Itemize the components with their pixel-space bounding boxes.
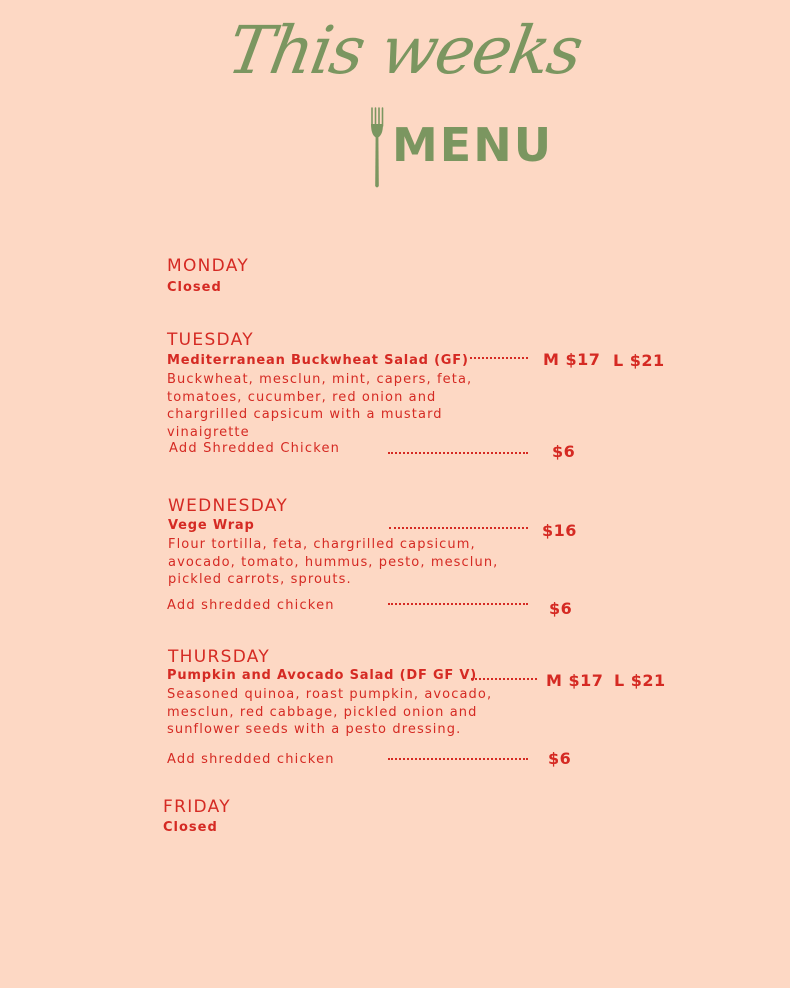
header-menu-title: MENU xyxy=(392,118,554,172)
wednesday-addon-label: Add shredded chicken xyxy=(167,598,335,613)
wednesday-addon-leader xyxy=(388,603,528,605)
thursday-addon-price: $6 xyxy=(548,749,572,768)
wednesday-item-description: Flour tortilla, feta, chargrilled capsicum, avocado, tomato, hummus, pesto, mesclun, pickled carrots, sprouts. xyxy=(168,537,499,587)
thursday-addon-leader xyxy=(388,758,528,760)
tuesday-addon-leader xyxy=(388,452,528,454)
thursday-heading: THURSDAY xyxy=(168,647,271,667)
wednesday-heading: WEDNESDAY xyxy=(168,496,289,516)
tuesday-item-leader xyxy=(470,357,528,359)
wednesday-item-name: Vege Wrap xyxy=(168,518,255,533)
header-script-title: This weeks xyxy=(222,12,587,89)
wednesday-addon-price: $6 xyxy=(549,599,573,618)
thursday-item-leader xyxy=(471,678,537,680)
monday-status: Closed xyxy=(167,280,222,295)
tuesday-addon-label: Add Shredded Chicken xyxy=(169,441,341,456)
tuesday-heading: TUESDAY xyxy=(167,330,254,350)
thursday-item-description: Seasoned quinoa, roast pumpkin, avocado, mesclun, red cabbage, pickled onion and sunflower seeds with a pesto dressing. xyxy=(167,687,493,737)
friday-heading: FRIDAY xyxy=(163,797,231,817)
tuesday-item-name: Mediterranean Buckwheat Salad (GF) xyxy=(167,353,469,368)
tuesday-addon-price: $6 xyxy=(552,442,576,461)
monday-heading: MONDAY xyxy=(167,256,250,276)
friday-status: Closed xyxy=(163,820,218,835)
wednesday-price: $16 xyxy=(542,521,577,540)
thursday-item-name: Pumpkin and Avocado Salad (DF GF V) xyxy=(167,668,478,683)
thursday-price-medium: M $17 xyxy=(546,671,604,690)
thursday-price-large: L $21 xyxy=(614,671,666,690)
tuesday-item-description: Buckwheat, mesclun, mint, capers, feta, tomatoes, cucumber, red onion and chargrilled capsicum with a mustard vinaigrette xyxy=(167,372,473,440)
wednesday-item-leader xyxy=(389,527,528,529)
fork-icon xyxy=(367,106,387,190)
tuesday-price-large: L $21 xyxy=(613,351,665,370)
thursday-addon-label: Add shredded chicken xyxy=(167,752,335,767)
tuesday-price-medium: M $17 xyxy=(543,350,601,369)
